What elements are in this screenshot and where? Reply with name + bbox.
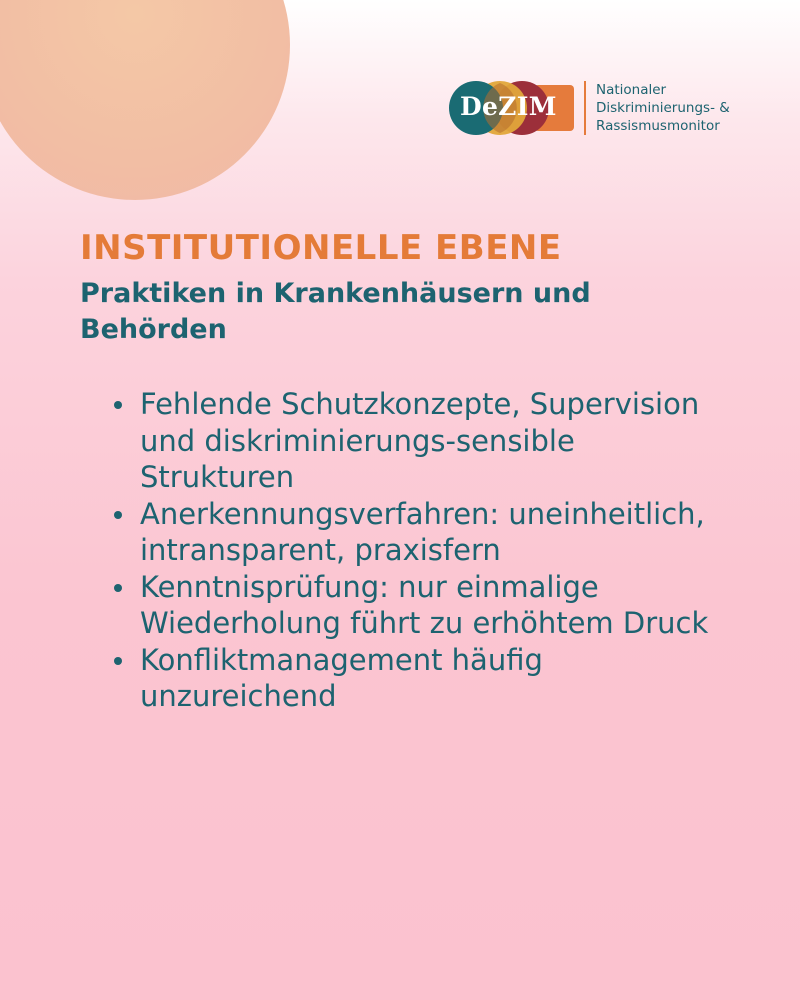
list-item-text: Kenntnisprüfung: nur einmalige Wiederholung führt zu erhöhtem Druck (140, 569, 709, 640)
bullet-icon (114, 584, 122, 592)
bullet-icon (114, 657, 122, 665)
bullet-icon (114, 401, 122, 409)
page-subtitle: Praktiken in Krankenhäusern und Behörden (80, 278, 591, 345)
logo-subtitle-line: Nationaler (596, 82, 667, 98)
section-kicker: INSTITUTIONELLE EBENE (80, 228, 562, 268)
logo-subtitle-line: Rassismusmonitor (596, 118, 720, 134)
dezim-logo (448, 78, 730, 138)
decorative-circle (0, 0, 290, 200)
logo-subtitle-line: Diskriminierungs- & (596, 100, 730, 116)
list-item (80, 569, 730, 642)
list-item (80, 642, 730, 715)
bullet-list (80, 386, 730, 715)
logo-wordmark: DeZIM (460, 92, 557, 121)
list-item (80, 386, 730, 496)
logo-mark (448, 79, 574, 137)
logo-divider (584, 81, 586, 135)
list-item-text: Fehlende Schutzkonzepte, Supervision und diskriminierungs-sensible Strukturen (140, 387, 700, 494)
list-item (80, 496, 730, 569)
bullet-icon (114, 511, 122, 519)
list-item-text: Anerkennungsverfahren: uneinheitlich, intransparent, praxisfern (140, 496, 705, 567)
logo-subtitle (596, 81, 730, 135)
list-item-text: Konfliktmanagement häufig unzureichend (140, 642, 543, 713)
